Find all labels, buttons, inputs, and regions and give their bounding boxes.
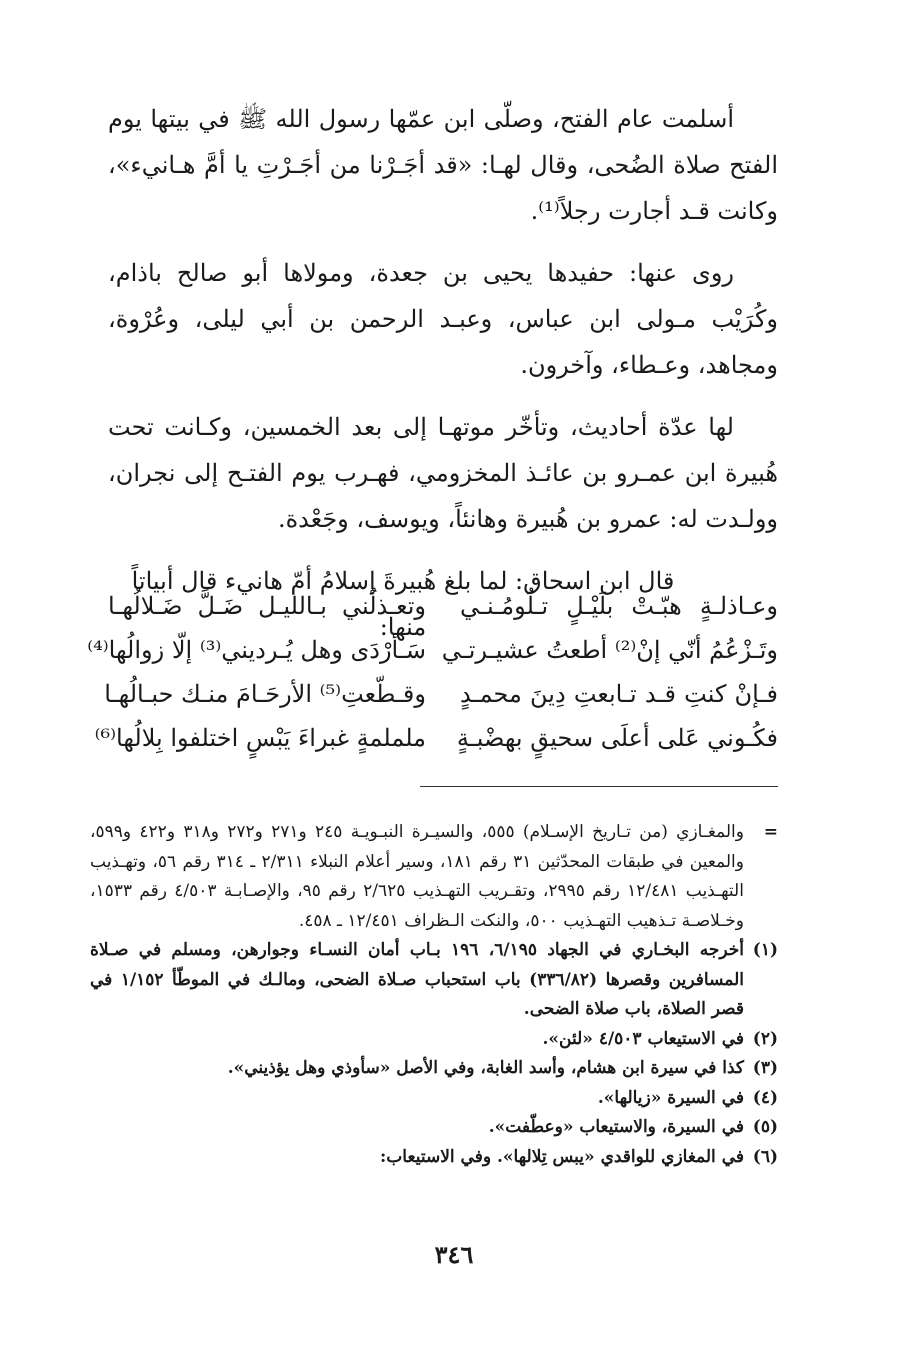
verse-second-hemistich: ململمةٍ غبراءَ يَبْسٍ اختلفوا بِلالُها⁽⁶⁾	[94, 724, 426, 752]
footnote-mark: (٤)	[752, 1087, 778, 1108]
footnote-mark: =	[763, 822, 778, 842]
main-text	[108, 96, 778, 666]
footnote-continuation	[90, 818, 778, 936]
footnote-mark: (٦)	[752, 1146, 778, 1167]
footnote-text: في الاستيعاب ٤/٥٠٣ «لئن».	[542, 1028, 744, 1049]
footnotes	[90, 818, 778, 1172]
footnote-mark: (٢)	[752, 1028, 778, 1049]
footnote-text: في السيرة، والاستيعاب «وعطّفت».	[488, 1117, 744, 1137]
footnote	[90, 936, 778, 1025]
poem-verse	[94, 716, 778, 760]
footnote-mark: (١)	[752, 940, 778, 960]
footnote-text: كذا في سيرة ابن هشام، وأسد الغابة، وفي الأصل «سأوذي وهل يؤذيني».	[227, 1058, 744, 1078]
footnote-text: في السيرة «زيالها».	[597, 1087, 744, 1108]
footnote	[90, 1113, 778, 1143]
poem-verse	[104, 672, 778, 716]
footnote	[90, 1084, 778, 1114]
verse-first-hemistich: وتَـزْعُمُ أنّي إنْ⁽²⁾ أطعتُ عشيـرتـي	[441, 636, 778, 664]
page-number: ٣٤٦	[434, 1240, 474, 1269]
paragraph: لها عدّة أحاديث، وتأخّر موتهـا إلى بعد الخمسين، وكـانت تحت هُبيرة ابن عمـرو بن عائـذ المخزومي، فهـرب يوم الفتـح إلى نجران، وولـدت له: عمرو بن هُبيرة وهانئاً، ويوسف، وجَعْدة.	[108, 413, 778, 533]
footnote-text: والمغـازي (من تـاريخ الإسـلام) ٥٥٥، والسيـرة النبـويـة ٢٤٥ و٢٧١ و٢٧٢ و٣١٨ و٤٢٢ و٥٩٩، والمعين في طبقات المحدّثين ٣١ رقم ١٨١، وسير أعلام النبلاء ٢/٣١١ ـ ٣١٤ رقم ٥٦، وتهـذيب التهـذيب ١٢/٤٨١ رقم ٢٩٩٥، وتقـريب التهـذيب ٢/٦٢٥ رقم ٩٥، والإصـابـة ٤/٥٠٣ رقم ١٥٣٣، وخـلاصـة تـذهيب التهـذيب ٥٠٠، والنكت الـظراف ١٢/٤٥١ ـ ٤٥٨.	[90, 822, 744, 931]
footnote-mark: (٥)	[752, 1117, 778, 1137]
poem-verse	[87, 628, 778, 672]
verse-first-hemistich: فـإنْ كنتِ قـد تـابعتِ دِينَ محمـدٍ	[460, 680, 778, 708]
footnote	[90, 1025, 778, 1055]
footnote-mark: (٣)	[752, 1058, 778, 1078]
poem-verse	[108, 584, 778, 628]
poem	[87, 584, 778, 760]
verse-second-hemistich: وتعـذلُني بـالليـل ضَـلَّ ضَـلالُهـا	[108, 592, 426, 620]
paragraph: أسلمت عام الفتح، وصلّى ابن عمّها رسول الله ﷺ في بيتها يوم الفتح صلاة الضُحى، وقال لهـا: «قد أجَـرْنا من أجَـرْتِ يا أمَّ هـانيء»، وكانت قـد أجارت رجلاً⁽¹⁾.	[108, 105, 778, 225]
verse-second-hemistich: سَـأرْدَى وهل يُـرديني⁽³⁾ إلّا زوالُها⁽⁴⁾	[87, 636, 426, 664]
verse-first-hemistich: فكُـوني عَلى أعلَى سحيقٍ بهضْبـةٍ	[456, 724, 778, 752]
footnote-separator	[420, 786, 778, 787]
verse-first-hemistich: وعـاذلـةٍ هبّـتْ بلَيْـلٍ تـلُومُـنـي	[460, 592, 778, 620]
paragraph: روى عنها: حفيدها يحيى بن جعدة، ومولاها أبو صالح باذام، وكُرَيْب مـولى ابن عباس، وعبـد الرحمن بن أبي ليلى، وعُرْوة، ومجاهد، وعـطاء، وآخرون.	[108, 259, 778, 379]
footnote-text: في المغازي للواقدي «يبس تِلالها». وفي الاستيعاب:	[380, 1146, 744, 1167]
footnote	[90, 1143, 778, 1173]
poem-introduction: قال ابن اسحاق: لما بلغ هُبيرةَ إسلامُ أمّ هانيء قال أبياتاً منها:	[131, 567, 675, 641]
verse-second-hemistich: وقـطّعتِ⁽⁵⁾ الأرحَـامَ منـك حبـالُهـا	[104, 680, 426, 708]
footnote	[90, 1054, 778, 1084]
footnote-text: أخرجه البخـاري في الجهاد ٦/١٩٥، ١٩٦ بـاب أمان النسـاء وجوارهن، ومسلم في صـلاة المسافرين وقصرها (٣٣٦/٨٢) باب استحباب صـلاة الضحى، ومالـك في الموطّأ ١/١٥٢ في قصر الصلاة، باب صلاة الضحى.	[90, 940, 745, 1019]
